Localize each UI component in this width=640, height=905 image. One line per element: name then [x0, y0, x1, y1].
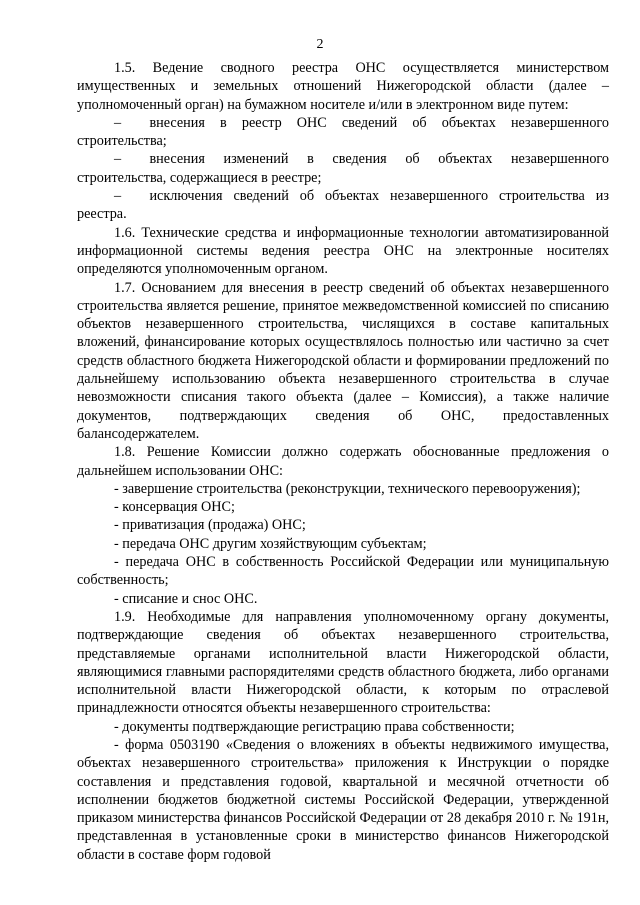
paragraph-1-9: 1.9. Необходимые для направления уполномоченному органу документы, подтверждающие сведения об объектах незавершенного строительства, представляемые органами исполнительной власти Нижегородской области, являющимися главными распорядителями средств областного бюджета, либо органами исполнительной власти Нижегородской области, к которым по отраслевой принадлежности относятся объекты незавершенного строительства: [77, 608, 609, 717]
document-body [77, 59, 609, 864]
list-item-conservation: - консервация ОНС; [114, 499, 235, 516]
list-item-add-info: – внесения в реестр ОНС сведений об объектах незавершенного строительства; [77, 114, 609, 150]
list-item-transfer-federal: - передача ОНС в собственность Российской Федерации или муниципальную собственность; [77, 554, 609, 589]
list-item-change-info: – внесения изменений в сведения об объектах незавершенного строительства, содержащиеся в реестре; [77, 151, 609, 186]
list-item-exclude-info: – исключения сведений об объектах незавершенного строительства из реестра. [77, 188, 609, 223]
list-item-transfer-entities: - передача ОНС другим хозяйствующим субъектам; [114, 535, 427, 552]
page-number: 2 [316, 37, 324, 52]
paragraph-1-8: 1.8. Решение Комиссии должно содержать обоснованные предложения о дальнейшем использовании ОНС: [77, 444, 609, 479]
paragraph-1-7: 1.7. Основанием для внесения в реестр сведений об объектах незавершенного строительства является решение, принятое межведомственной комиссией по списанию объектов незавершенного строительства, числящихся в составе капитальных вложений, финансирование которых осуществлялось полностью или частично за счет средств областного бюджета Нижегородской области и формировании предложений по дальнейшему использованию объекта незавершенного строительства в случае невозможности списания такого объекта (далее – Комиссия), а также наличие документов, подтверждающих сведения об ОНС, предоставленных балансодержателем. [77, 279, 609, 442]
list-item-form-0503190: - форма 0503190 «Сведения о вложениях в объекты недвижимого имущества, объектах незавершенного строительства» приложения к Инструкции о порядке составления и представления годовой, квартальной и месячной отчетности об исполнении бюджетов бюджетной системы Российской Федерации, утвержденной приказом министерства финансов Российской Федерации от 28 декабря 2010 г. № 191н, представленная в установленные сроки в министерство финансов Нижегородской области в составе форм годовой [77, 736, 609, 863]
paragraph-1-5: 1.5. Ведение сводного реестра ОНС осуществляется министерством имущественных и земельных отношений Нижегородской области (далее – уполномоченный орган) на бумажном носителе и/или в электронном виде путем: [77, 60, 609, 113]
list-item-completion: - завершение строительства (реконструкции, технического перевооружения); [114, 480, 581, 497]
list-item-privatization: - приватизация (продажа) ОНС; [114, 517, 306, 534]
list-item-demolition: - списание и снос ОНС. [114, 590, 258, 607]
paragraph-1-6: 1.6. Технические средства и информационные технологии автоматизированной информационной системы ведения реестра ОНС на электронные носителях определяются уполномоченным органом. [77, 224, 609, 278]
list-item-ownership-docs: - документы подтверждающие регистрацию права собственности; [114, 718, 515, 735]
